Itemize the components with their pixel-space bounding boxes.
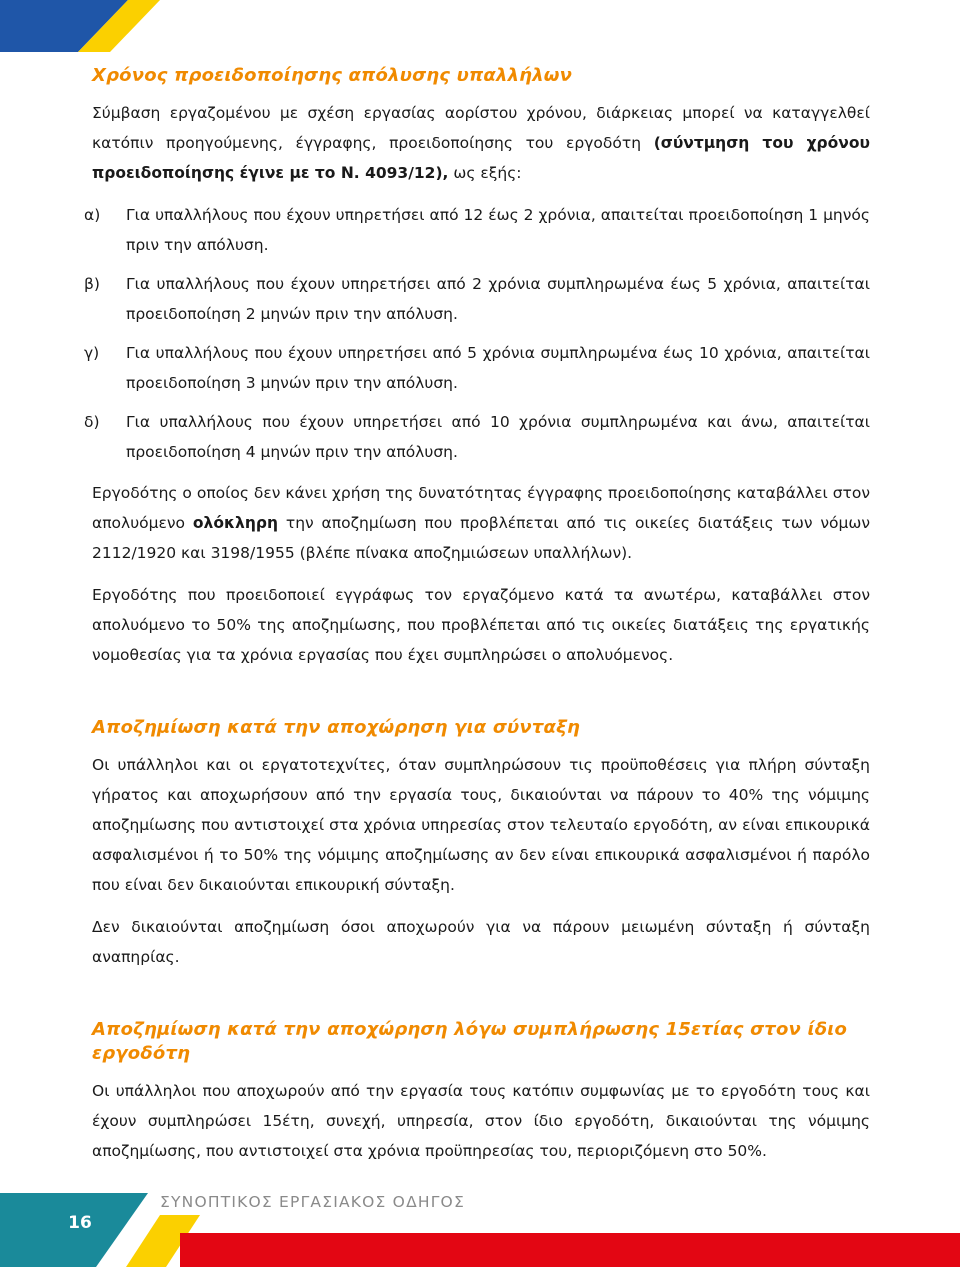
list-item-text: Για υπαλλήλους που έχουν υπηρετήσει από 5 χρόνια συμπληρωμένα έως 10 χρόνια, απαιτείται προειδοποίηση 3 μηνών πριν την απόλυση. — [126, 344, 870, 392]
section-heading-notice-period: Χρόνος προειδοποίησης απόλυσης υπαλλήλων — [92, 65, 573, 86]
section-heading-retirement: Αποζημίωση κατά την αποχώρηση για σύνταξη — [92, 717, 580, 738]
footer-band-red — [180, 1233, 960, 1267]
list-marker: δ) — [84, 413, 100, 431]
list-marker: β) — [84, 275, 100, 293]
intro-text-end: ως εξής: — [448, 164, 522, 182]
paragraph-intro — [92, 98, 870, 188]
intro-text: Σύμβαση εργαζομένου με σχέση εργασίας αορίστου χρόνου, διάρκειας μπορεί να καταγγελθεί κατόπιν προηγούμενης, έγγραφης, προειδοποίησης του εργοδότη — [92, 104, 870, 152]
paragraph-retirement-compensation: Οι υπάλληλοι και οι εργατοτεχνίτες, όταν συμπληρώσουν τις προϋποθέσεις για πλήρη σύνταξη γήρατος και αποχωρήσουν από την εργασία τους, δικαιούνται να πάρουν το 40% της νόμιμης αποζημίωσης που αντιστοιχεί στα χρόνια υπηρεσίας στον τελευταίο εργοδότη, αν είναι επικουρικά ασφαλισμένοι ή το 50% της νόμιμης αποζημίωσης αν δεν είναι επικουρικά ασφαλισμένοι ή παρόλο που είναι δεν δικαιούνται επικουρική σύνταξη. — [92, 756, 870, 894]
para2-text: Εργοδότης ο οποίος δεν κάνει χρήση της δυνατότητας έγγραφης προειδοποίησης καταβάλλει στον απολυόμενο — [92, 484, 870, 532]
list-item-text: Για υπαλλήλους που έχουν υπηρετήσει από 12 έως 2 χρόνια, απαιτείται προειδοποίηση 1 μηνός πριν την απόλυση. — [126, 206, 870, 254]
section-heading-15-years: Αποζημίωση κατά την αποχώρηση λόγω συμπλήρωσης 15ετίας στον ίδιο εργοδότη — [92, 1019, 848, 1064]
corner-decoration — [0, 0, 200, 52]
list-item — [84, 407, 870, 467]
notice-period-list — [84, 200, 870, 467]
paragraph-retirement-exclusion: Δεν δικαιούνται αποζημίωση όσοι αποχωρούν για να πάρουν μειωμένη σύνταξη ή σύνταξη αναπηρίας. — [92, 918, 870, 966]
list-item — [84, 269, 870, 329]
intro-bold-text: (σύντμηση του χρόνου προειδοποίησης έγινε με το Ν. 4093/12), — [92, 134, 870, 182]
list-item-text: Για υπαλλήλους που έχουν υπηρετήσει από 2 χρόνια συμπληρωμένα έως 5 χρόνια, απαιτείται προειδοποίηση 2 μηνών πριν την απόλυση. — [126, 275, 870, 323]
para2-bold-text: ολόκληρη — [192, 514, 278, 532]
footer-title: ΣΥΝΟΠΤΙΚΟΣ ΕΡΓΑΣΙΑΚΟΣ ΟΔΗΓΟΣ — [160, 1193, 465, 1211]
paragraph-half-compensation: Εργοδότης που προειδοποιεί εγγράφως τον εργαζόμενο κατά τα ανωτέρω, καταβάλλει στον απολυόμενο το 50% της αποζημίωσης, που προβλέπεται από τις οικείες διατάξεις της εργατικής νομοθεσίας για τα χρόνια εργασίας που έχει συμπληρώσει ο απολυόμενος. — [92, 586, 870, 664]
list-item — [84, 338, 870, 398]
paragraph-15-years: Οι υπάλληλοι που αποχωρούν από την εργασία τους κατόπιν συμφωνίας με το εργοδότη τους και έχουν συμπληρώσει 15έτη, συνεχή, υπηρεσία, στον ίδιο εργοδότη, δικαιούνται της νόμιμης αποζημίωσης, που αντιστοιχεί στα χρόνια προϋπηρεσίας του, περιοριζόμενη στο 50%. — [92, 1082, 870, 1160]
footer-decoration — [0, 1193, 960, 1267]
page-footer — [0, 1193, 960, 1267]
list-marker: α) — [84, 206, 101, 224]
page-content — [84, 64, 870, 1166]
paragraph-full-compensation — [92, 478, 870, 568]
list-item-text: Για υπαλλήλους που έχουν υπηρετήσει από 10 χρόνια συμπληρωμένα και άνω, απαιτείται προειδοποίηση 4 μηνών πριν την απόλυση. — [126, 413, 870, 461]
list-item — [84, 200, 870, 260]
list-marker: γ) — [84, 344, 100, 362]
para2-text-end: την αποζημίωση που προβλέπεται από τις οικείες διατάξεις των νόμων 2112/1920 και 3198/1955 (βλέπε πίνακα αποζημιώσεων υπαλλήλων). — [92, 514, 870, 562]
page-number: 16 — [68, 1213, 92, 1233]
